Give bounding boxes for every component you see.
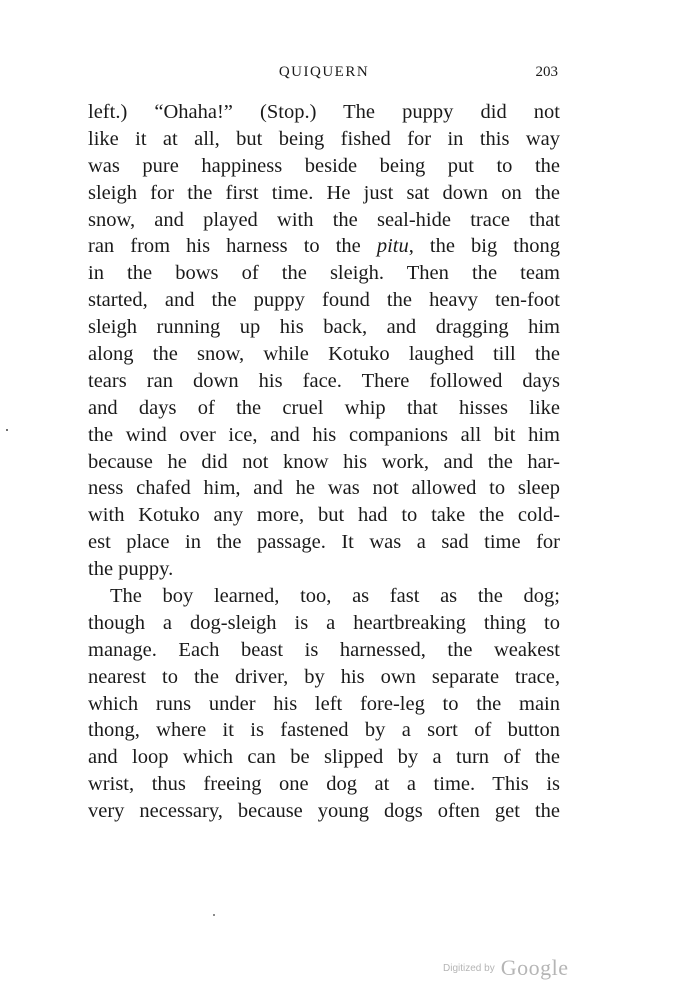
text-segment: , the big thong bbox=[408, 235, 560, 258]
text-line: tears ran down his face. There followed days bbox=[88, 369, 560, 392]
text-line: snow, and played with the seal-hide trace that bbox=[88, 208, 560, 231]
text-line: which runs under his left fore-leg to the main bbox=[88, 692, 560, 715]
paragraph-end-line: the puppy. bbox=[88, 558, 174, 581]
digitized-watermark bbox=[443, 955, 593, 985]
text-line: left.) “Ohaha!” (Stop.) The puppy did not bbox=[88, 101, 560, 123]
text-line: because he did not know his work, and the har- bbox=[88, 450, 560, 473]
page-speck bbox=[213, 914, 215, 916]
text-line: wrist, thus freeing one dog at a time. This is bbox=[88, 773, 560, 796]
watermark-prefix: Digitized by bbox=[443, 963, 495, 974]
italic-word-pitu: pitu bbox=[376, 235, 409, 258]
text-line: sleigh for the first time. He just sat down on the bbox=[88, 181, 560, 204]
text-line: was pure happiness beside being put to the bbox=[88, 154, 560, 177]
body-text bbox=[88, 99, 560, 825]
text-line: though a dog-sleigh is a heartbreaking thing to bbox=[88, 611, 560, 634]
text-line: sleigh running up his back, and dragging him bbox=[88, 316, 560, 339]
text-line: very necessary, because young dogs often get the bbox=[88, 800, 560, 823]
text-line: the wind over ice, and his companions all bit him bbox=[88, 423, 560, 446]
text-segment: ran from his harness to the bbox=[88, 235, 377, 258]
text-line: nearest to the driver, by his own separate trace, bbox=[88, 665, 560, 688]
text-line: along the snow, while Kotuko laughed till the bbox=[88, 343, 560, 366]
text-line: in the bows of the sleigh. Then the team bbox=[88, 262, 560, 285]
text-line: thong, where it is fastened by a sort of button bbox=[88, 719, 560, 742]
text-line: started, and the puppy found the heavy ten-foot bbox=[88, 289, 560, 312]
watermark-brand: Google bbox=[500, 955, 569, 980]
running-title: QUIQUERN bbox=[278, 64, 370, 80]
page-number: 203 bbox=[535, 64, 558, 80]
text-line: and days of the cruel whip that hisses like bbox=[88, 396, 560, 419]
text-line: manage. Each beast is harnessed, the weakest bbox=[88, 638, 560, 661]
text-line: like it at all, but being fished for in this way bbox=[88, 127, 560, 150]
paragraph-start-line: The boy learned, too, as fast as the dog; bbox=[110, 585, 560, 608]
text-line: with Kotuko any more, but had to take the cold- bbox=[88, 504, 560, 527]
running-head bbox=[88, 64, 560, 88]
text-line: and loop which can be slipped by a turn of the bbox=[88, 746, 560, 769]
text-line-with-italic bbox=[88, 233, 560, 260]
text-line: est place in the passage. It was a sad time for bbox=[88, 531, 560, 554]
text-line: ness chafed him, and he was not allowed to sleep bbox=[88, 477, 560, 500]
margin-speck bbox=[6, 429, 8, 431]
